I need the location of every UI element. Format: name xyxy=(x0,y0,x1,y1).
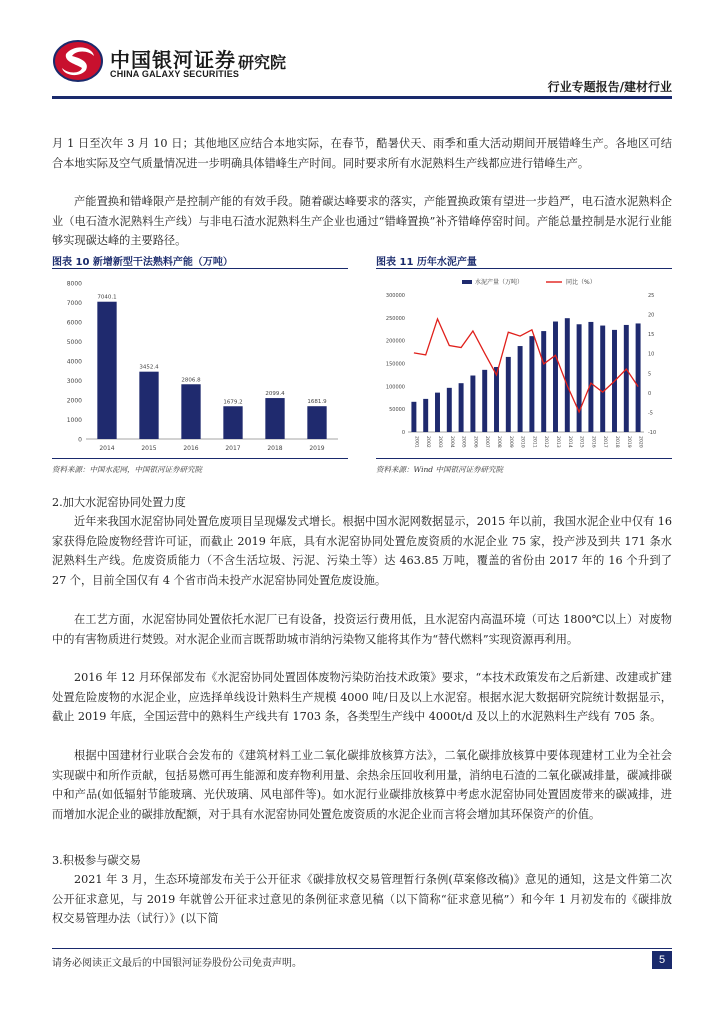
x-tick-label: 2003 xyxy=(437,436,442,448)
y-tick-label: 0 xyxy=(78,436,82,444)
bar xyxy=(577,324,582,432)
bar xyxy=(553,322,558,432)
x-tick-label: 2017 xyxy=(602,436,608,448)
bar xyxy=(506,357,511,432)
x-tick-label: 2016 xyxy=(590,436,596,448)
bar xyxy=(139,372,158,439)
x-tick-label: 2006 xyxy=(472,436,478,448)
y-tick-label: 8000 xyxy=(66,280,82,288)
y-right-tick-label: 25 xyxy=(648,293,655,299)
x-tick-label: 2005 xyxy=(460,436,466,448)
x-tick-label: 2012 xyxy=(543,436,549,448)
data-label: 1681.9 xyxy=(307,399,327,406)
x-tick-label: 2018 xyxy=(614,436,619,448)
paragraph-3: 近年来我国水泥窑协同处置危废项目呈现爆发式增长。根据中国水泥网数据显示，2015 年以前，我国水泥企业中仅有 16 家获得危险废物经营许可证，而截止 2019 年底，具有水泥窑协同处置危废资质的水泥企业 75 家，投产涉及到共 171 条水泥熟料生产线。危废资质能力（不含生活垃圾、污泥、污染土等）达 463.85 万吨，覆盖的省份由 2017 年的 16 个升到了 27 个，目前全国仅有 4 个省市尚未投产水泥窑协同处置危废设施。 xyxy=(52,515,673,587)
y-left-tick-label: 200000 xyxy=(385,338,405,345)
paragraph-4: 在工艺方面，水泥窑协同处置依托水泥厂已有设备，投资运行费用低，且水泥窑内高温环境（可达 1800℃以上）对废物中的有害物质进行焚毁。对水泥企业而言既帮助城市消纳污染物又能将其作为“替代燃料”实现资源再利用。 xyxy=(52,613,672,646)
bar xyxy=(97,302,116,439)
bar xyxy=(307,406,326,439)
bar xyxy=(223,406,242,439)
x-tick-label: 2015 xyxy=(141,445,157,452)
chart-10-source: 资料来源：中国水泥网，中国银河证券研究院 xyxy=(52,465,202,474)
report-category: 行业专题报告/建材行业 xyxy=(547,80,672,94)
y-right-tick-label: -10 xyxy=(648,430,657,436)
bar xyxy=(181,384,200,439)
legend-bar-label: 水泥产量（万吨） xyxy=(475,279,524,286)
x-tick-label: 2014 xyxy=(99,445,115,452)
y-tick-label: 1000 xyxy=(66,417,82,424)
chart-11-caption: 图表 11 历年水泥产量 xyxy=(376,257,477,268)
x-tick-label: 2016 xyxy=(183,445,199,452)
bar xyxy=(588,322,593,432)
data-label: 2099.4 xyxy=(265,391,285,398)
bar xyxy=(482,370,487,432)
data-label: 7040.1 xyxy=(97,294,117,301)
y-tick-label: 4000 xyxy=(66,358,82,366)
bar xyxy=(411,402,416,432)
header-divider xyxy=(52,96,672,99)
bar xyxy=(541,331,546,432)
x-tick-label: 2017 xyxy=(225,445,241,452)
bar xyxy=(529,336,534,432)
x-tick-label: 2014 xyxy=(566,436,572,448)
y-right-tick-label: 10 xyxy=(648,351,655,358)
y-right-tick-label: 15 xyxy=(648,332,655,339)
y-right-tick-label: 0 xyxy=(648,390,652,397)
x-tick-label: 2002 xyxy=(425,436,431,448)
data-label: 1679.2 xyxy=(223,399,243,406)
y-tick-label: 2000 xyxy=(66,397,82,405)
y-tick-label: 5000 xyxy=(66,339,82,346)
chart-10-caption: 图表 10 新增新型干法熟料产能（万吨） xyxy=(52,257,233,268)
y-tick-label: 7000 xyxy=(66,300,82,307)
bar xyxy=(565,318,570,432)
bar xyxy=(447,388,452,432)
logo-institute: 研究院 xyxy=(238,53,287,72)
bar xyxy=(470,376,475,432)
paragraph-2: 产能置换和错峰限产是控制产能的有效手段。随着碳达峰要求的落实，产能置换政策有望进一步趋严，电石渣水泥熟料企业（电石渣水泥熟料生产线）与非电石渣水泥熟料生产企业也通过“错峰置换”补齐错峰停窑时间。产能总量控制是水泥行业能够实现碳达峰的主要路径。 xyxy=(52,195,672,247)
bar xyxy=(435,393,440,432)
y-left-tick-label: 100000 xyxy=(385,384,405,391)
y-right-tick-label: 20 xyxy=(648,312,655,319)
chart-11-cement-output xyxy=(376,269,672,460)
data-label: 2806.8 xyxy=(181,377,201,384)
y-tick-label: 3000 xyxy=(66,378,82,385)
x-tick-label: 2019 xyxy=(625,436,631,448)
y-right-tick-label: -5 xyxy=(648,410,653,417)
y-tick-label: 6000 xyxy=(66,319,82,327)
bar xyxy=(518,346,523,432)
page-number: 5 xyxy=(652,951,672,969)
section-heading-3: 3.积极参与碳交易 xyxy=(52,854,141,867)
y-left-tick-label: 50000 xyxy=(389,407,405,414)
y-left-tick-label: 0 xyxy=(401,430,405,436)
x-tick-label: 2015 xyxy=(578,436,584,448)
legend-line-label: 同比（%） xyxy=(566,279,596,286)
bar xyxy=(459,383,464,432)
bar xyxy=(265,398,284,439)
y-left-tick-label: 300000 xyxy=(385,293,405,299)
bar xyxy=(423,399,428,432)
x-tick-label: 2020 xyxy=(637,436,643,448)
y-left-tick-label: 150000 xyxy=(385,361,405,368)
page-header xyxy=(0,0,724,100)
paragraph-6: 根据中国建材行业联合会发布的《建筑材料工业二氧化碳排放核算方法》，二氧化碳排放核算中要体现建材工业为全社会实现碳中和所作贡献，包括易燃可再生能源和废弃物利用量、余热余压回收利用量，消纳电石渣的二氧化碳减排量，碳减排碳中和产品(如低辐射节能玻璃、光伏玻璃、风电部件等)。如水泥行业碳排放核算中考虑水泥窑协同处置固废带来的碳减排，进而增加水泥企业的碳排放配额，对于具有水泥窑协同处置危废资质的水泥企业而言将会增加其环保资产的价值。 xyxy=(52,749,672,821)
x-tick-label: 2011 xyxy=(531,436,537,448)
chart-11-source: 资料来源：Wind 中国银河证券研究院 xyxy=(376,465,503,474)
logo-english: CHINA GALAXY SECURITIES xyxy=(110,69,240,79)
data-label: 3452.4 xyxy=(139,364,159,371)
x-tick-label: 2009 xyxy=(507,436,513,448)
paragraph-7: 2021 年 3 月，生态环境部发布关于公开征求《碳排放权交易管理暂行条例(草案修改稿)》意见的通知，这是文件第二次公开征求意见，与 2019 年就曾公开征求过意见的条例征求意见稿（以下简称“征求意见稿”）和今年 1 月初发布的《碳排放权交易管理办法（试行）》(以下简 xyxy=(52,873,672,925)
chart-11-frame xyxy=(376,268,672,459)
x-tick-label: 2010 xyxy=(519,436,525,448)
x-tick-label: 2019 xyxy=(309,445,325,452)
y-left-tick-label: 250000 xyxy=(385,315,405,322)
x-tick-label: 2018 xyxy=(267,445,283,452)
paragraph-1: 月 1 日至次年 3 月 10 日；其他地区应结合本地实际，在春节，酷暑伏天、雨季和重大活动期间开展错峰生产。各地区可结合本地实际及空气质量情况进一步明确具体错峰生产时间。同时要求所有水泥熟料生产线都应进行错峰生产。 xyxy=(52,137,672,170)
bar xyxy=(494,367,499,432)
bar xyxy=(636,323,641,432)
bar xyxy=(624,325,629,432)
y-right-tick-label: 5 xyxy=(648,371,652,378)
section-heading-2: 2.加大水泥窑协同处置力度 xyxy=(52,496,186,509)
x-tick-label: 2007 xyxy=(484,436,490,448)
chart-10-frame xyxy=(52,268,348,459)
galaxy-logo-icon xyxy=(52,38,104,84)
legend-bar-swatch xyxy=(462,280,472,284)
chart-10-new-clinker-capacity xyxy=(52,269,348,460)
x-tick-label: 2001 xyxy=(413,436,419,448)
x-tick-label: 2008 xyxy=(496,436,501,448)
footer-disclaimer: 请务必阅读正文最后的中国银河证券股份公司免责声明。 xyxy=(52,958,302,969)
x-tick-label: 2004 xyxy=(448,436,454,448)
logo-chinese: 中国银河证券 xyxy=(110,48,236,72)
footer-divider xyxy=(52,948,672,949)
x-tick-label: 2013 xyxy=(555,436,560,448)
paragraph-5: 2016 年 12 月环保部发布《水泥窑协同处置固体废物污染防治技术政策》要求，“本技术政策发布之后新建、改建或扩建处置危险废物的水泥企业，应选择单线设计熟料生产规模 4000 吨/日及以上水泥窑。根据水泥大数据研究院统计数据显示，截止 2019 年底，全国运营中的熟料生产线共有 1703 条，各类型生产线中 4000t/d 及以上的水泥熟料生产线有 705 条。 xyxy=(52,671,672,723)
bar xyxy=(600,326,605,432)
